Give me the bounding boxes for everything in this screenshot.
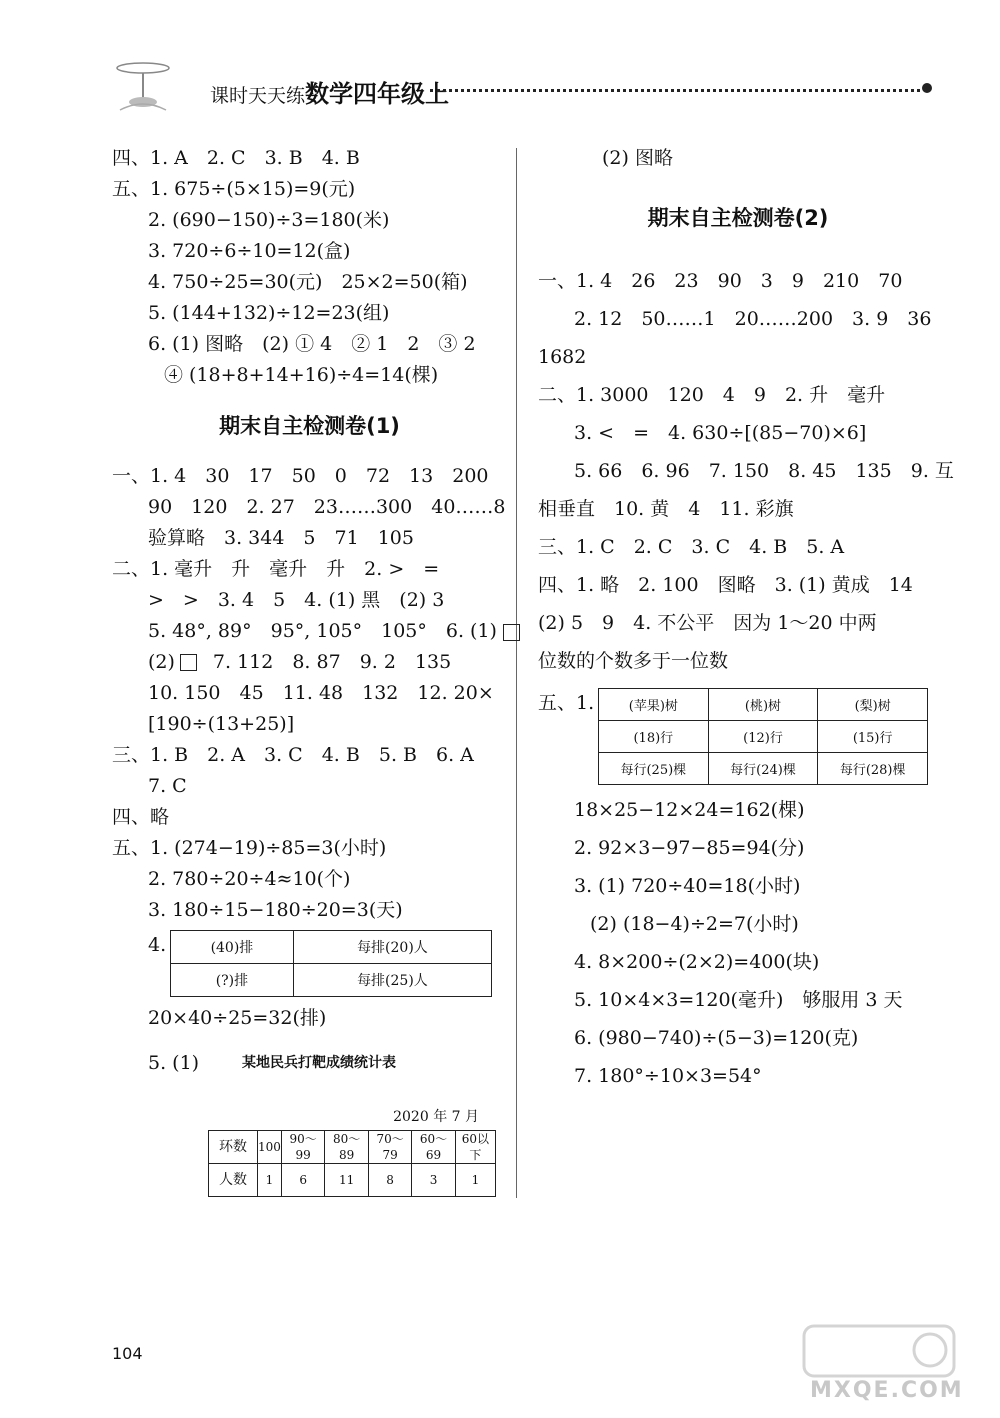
question-label: 5. (1) [148, 1052, 200, 1074]
table-cell: (18)行 [599, 721, 709, 753]
table-cell: (苹果)树 [599, 689, 709, 721]
answer-line: 7. C [148, 775, 187, 797]
question-label: 4. [148, 934, 167, 956]
square-icon [180, 654, 197, 671]
table-cell: 每行(28)棵 [818, 753, 928, 785]
answer-line: 相垂直 10. 黄 4 11. 彩旗 [538, 498, 794, 520]
table-header-cell: 100 [258, 1131, 282, 1164]
answer-line: ④ (18+8+14+16)÷4=14(棵) [164, 364, 439, 386]
table-cell: 1 [455, 1164, 495, 1197]
page-header [100, 50, 940, 120]
right-column [538, 143, 954, 1095]
question-5-block [112, 1034, 507, 1104]
answer-line: 7. 180°÷10×3=54° [574, 1065, 762, 1087]
table-cell: 每行(24)棵 [708, 753, 818, 785]
answer-line: 2. 92×3−97−85=94(分) [574, 837, 805, 859]
answer-line: 5. 66 6. 96 7. 150 8. 45 135 9. 互 [574, 460, 954, 482]
header-grade: 四年级上 [353, 80, 450, 108]
answer-line: 2. 780÷20÷4≈10(个) [148, 868, 351, 890]
answer-line: 五、1. 675÷(5×15)=9(元) [112, 178, 356, 200]
answer-line: 6. (1) 图略 (2) ① 4 ② 1 2 ③ 2 [148, 333, 476, 355]
answer-line: 18×25−12×24=162(棵) [574, 799, 805, 821]
table-cell: 人数 [209, 1164, 258, 1197]
header-subject: 数学 [305, 80, 354, 108]
seating-table [170, 930, 492, 997]
left-column [112, 143, 507, 1197]
shooting-score-table [208, 1130, 496, 1197]
header-series: 课时天天练 [210, 85, 306, 107]
header-title [210, 74, 449, 109]
table-cell: (40)排 [171, 931, 294, 964]
answer-line [112, 647, 507, 678]
answer-line: 6. (980−740)÷(5−3)=120(克) [574, 1027, 859, 1049]
answer-text: 5. 48°, 89° 95°, 105° 105° 6. (1) [148, 620, 497, 642]
table-header-cell: 环数 [209, 1131, 258, 1164]
table-cell: (梨)树 [818, 689, 928, 721]
header-dotted-rule [430, 89, 920, 92]
answer-line: 一、1. 4 26 23 90 3 9 210 70 [538, 270, 903, 292]
answer-line: (2) 5 9 4. 不公平 因为 1～20 中两 [538, 612, 877, 634]
orchard-table [598, 688, 928, 785]
table-cell: 6 [281, 1164, 324, 1197]
answer-line: 10. 150 45 11. 48 132 12. 20× [148, 682, 494, 704]
answer-line: 位数的个数多于一位数 [538, 650, 729, 672]
answer-line: 一、1. 4 30 17 50 0 72 13 200 [112, 465, 489, 487]
answer-line: > > 3. 4 5 4. (1) 黑 (2) 3 [148, 589, 445, 611]
table-header-cell: 80～89 [325, 1131, 368, 1164]
table-cell: (15)行 [818, 721, 928, 753]
answer-line: 二、1. 3000 120 4 9 2. 升 毫升 [538, 384, 886, 406]
table-cell: 3 [412, 1164, 455, 1197]
table-cell: (桃)树 [708, 689, 818, 721]
table-date: 2020 年 7 月 [393, 1109, 479, 1125]
question-4-table-block [112, 930, 507, 997]
table-caption: 某地民兵打靶成绩统计表 [242, 1055, 396, 1071]
answer-line: 验算略 3. 344 5 71 105 [148, 527, 414, 549]
table-cell: 8 [368, 1164, 411, 1197]
answer-line: 4. 750÷25=30(元) 25×2=50(箱) [148, 271, 468, 293]
answer-line: 三、1. B 2. A 3. C 4. B 5. B 6. A [112, 744, 474, 766]
answer-line: 3. (1) 720÷40=18(小时) [574, 875, 801, 897]
answer-line: 四、1. 略 2. 100 图略 3. (1) 黄成 14 [538, 574, 913, 596]
answer-line: 五、1. (274−19)÷85=3(小时) [112, 837, 387, 859]
table-cell: 每行(25)棵 [599, 753, 709, 785]
answer-line: 三、1. C 2. C 3. C 4. B 5. A [538, 536, 845, 558]
answer-line: 四、1. A 2. C 3. B 4. B [112, 147, 360, 169]
answer-line: 90 120 2. 27 23……300 40……8 [148, 496, 506, 518]
answer-line: 3. 720÷6÷10=12(盒) [148, 240, 351, 262]
square-icon [503, 624, 520, 641]
answer-line: (2) (18−4)÷2=7(小时) [590, 913, 799, 935]
header-bullet-icon [922, 83, 932, 93]
answer-line: 1682 [538, 346, 587, 368]
question-5-1-table-block [538, 688, 938, 785]
answer-line: 四、略 [112, 806, 170, 828]
answer-line [112, 616, 507, 647]
answer-line: 2. 12 50……1 20……200 3. 9 36 [574, 308, 932, 330]
table-header-cell: 90～99 [281, 1131, 324, 1164]
table-cell: 每排(20)人 [293, 931, 491, 964]
answer-line: [190÷(13+25)] [148, 713, 295, 735]
answer-line: 20×40÷25=32(排) [148, 1007, 327, 1029]
answer-text: (2) 7. 112 8. 87 9. 2 135 [148, 651, 452, 673]
table-cell: 11 [325, 1164, 368, 1197]
table-cell: 1 [258, 1164, 282, 1197]
table-cell: (?)排 [171, 964, 294, 997]
question-label: 五、1. [538, 692, 595, 714]
answer-line: (2) 图略 [602, 147, 673, 169]
table-header-cell: 60以下 [455, 1131, 495, 1164]
table-header-cell: 60～69 [412, 1131, 455, 1164]
answer-line: 3. 180÷15−180÷20=3(天) [148, 899, 403, 921]
answer-line: 5. 10×4×3=120(毫升) 够服用 3 天 [574, 989, 903, 1011]
answer-line: 5. (144+132)÷12=23(组) [148, 302, 390, 324]
lamp-logo-icon [108, 58, 178, 114]
section-title: 期末自主检测卷(2) [647, 206, 829, 230]
watermark-text: MXQE.COM [810, 1378, 964, 1403]
answer-line: 二、1. 毫升 升 毫升 升 2. > = [112, 558, 440, 580]
table-cell: 每排(25)人 [293, 964, 491, 997]
answer-line: 2. (690−150)÷3=180(米) [148, 209, 390, 231]
table-cell: (12)行 [708, 721, 818, 753]
table-header-cell: 70～79 [368, 1131, 411, 1164]
answer-line: 4. 8×200÷(2×2)=400(块) [574, 951, 820, 973]
page-number: 104 [112, 1344, 143, 1363]
section-title: 期末自主检测卷(1) [219, 414, 400, 438]
answer-line: 3. < = 4. 630÷[(85−70)×6] [574, 422, 867, 444]
column-divider [516, 148, 517, 1198]
